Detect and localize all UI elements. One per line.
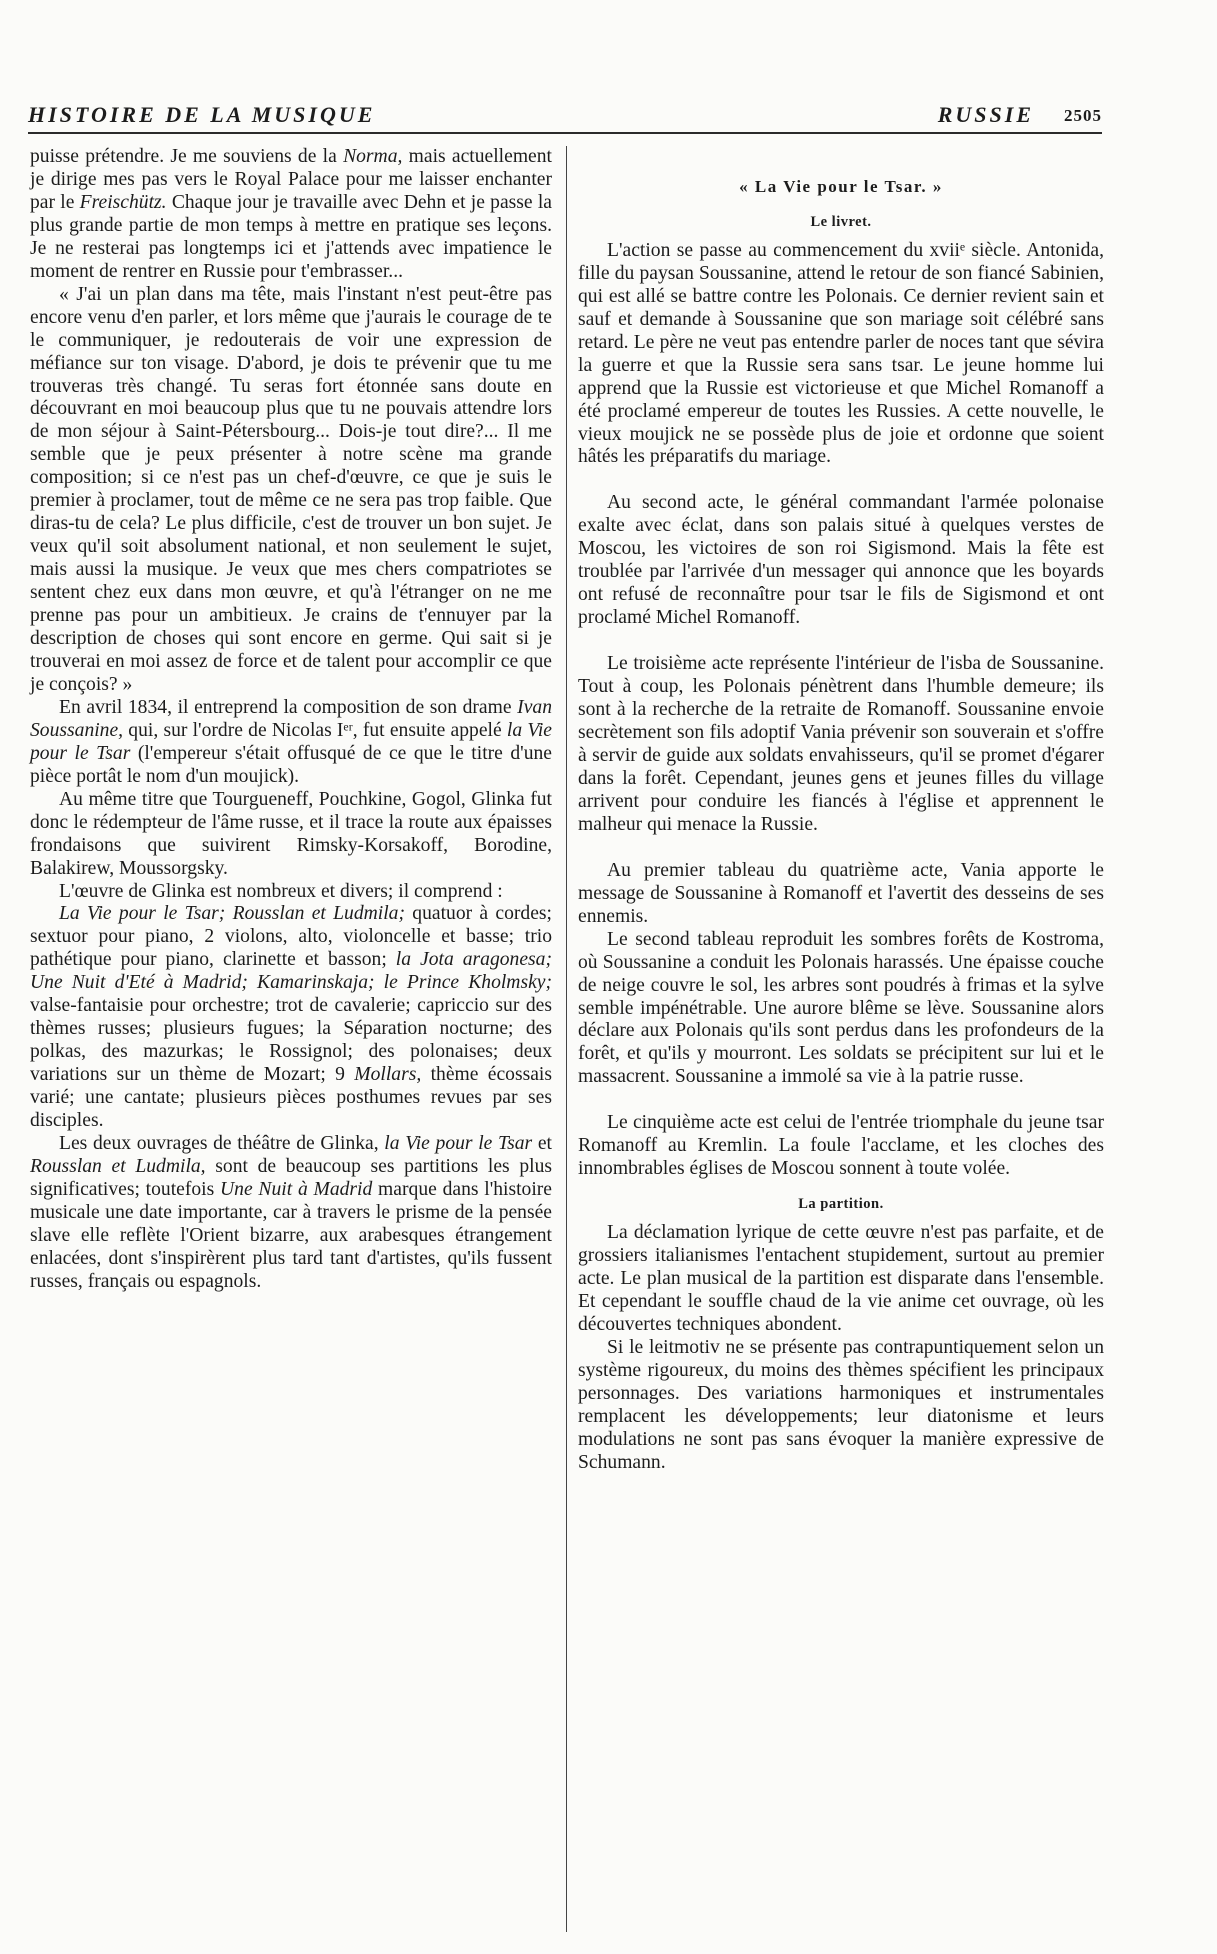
header-book-title: HISTOIRE DE LA MUSIQUE — [28, 102, 376, 127]
paragraph-works-intro — [30, 881, 552, 904]
text-run: quatuor à cordes; sextuor pour piano, 2 violons, alto, violoncelle et basse; trio pathétique pour piano, clarinette et basson; — [30, 903, 552, 971]
text-run: (l'empereur s'était offusqué de ce que le titre d'une pièce portât le nom d'un moujick). — [30, 742, 552, 787]
paragraph-act-three — [578, 653, 1104, 837]
italic-title-run: la Vie pour le Tsar — [30, 719, 553, 764]
paragraph-ivan-soussanine — [30, 697, 552, 789]
text-run: Les deux ouvrages de théâtre de Glinka, — [59, 1132, 385, 1154]
italic-title-run: Freischütz. — [79, 191, 167, 213]
paragraph-act-one — [578, 240, 1104, 470]
paragraph-theatre-works — [30, 1133, 552, 1294]
left-column — [30, 146, 552, 1294]
text-run: thème écossais varié; une cantate; plusieurs pièces posthumes revues par ses disciples. — [30, 1064, 552, 1132]
text-run: Le second tableau reproduit les sombres forêts de Kostroma, où Soussanine a conduit les Polonais harassés. Une épaisse couche de neige couvre le sol, les arbres sont poudrés à frimas et la sylve semble impénétrable. Une aurore blême se lève. Soussanine alors déclare aux Polonais qu'ils sont perdus dans les profondeurs de la forêt, et qu'ils y mourront. Les soldats se précipitent sur lui et le massacrent. Soussanine a immolé sa vie à la patrie russe. — [578, 928, 1104, 1088]
paragraph-letter-continued — [30, 146, 552, 284]
header-section-title: RUSSIE — [937, 102, 1034, 127]
paragraph-act-four-second — [578, 929, 1104, 1090]
right-column — [578, 146, 1104, 1475]
text-run: L'œuvre de Glinka est nombreux et divers; il comprend : — [59, 880, 503, 902]
column-divider — [566, 146, 567, 1932]
text-run: Le cinquième acte est celui de l'entrée triomphale du jeune tsar Romanoff au Kremlin. La foule l'acclame, et les cloches des innombrables églises de Moscou sonnent à toute volée. — [578, 1112, 1104, 1180]
italic-title-run: la Vie pour le Tsar — [384, 1132, 533, 1154]
italic-title-run: Rousslan et Ludmila, — [30, 1155, 206, 1177]
paragraph-leitmotiv — [578, 1337, 1104, 1475]
subheading-livret: Le livret. — [810, 213, 872, 230]
italic-title-run: Ivan Soussanine, — [30, 696, 552, 741]
paragraph-act-five — [578, 1112, 1104, 1181]
text-run: marque dans l'histoire musicale une date importante, car à travers le prisme de la pensée slave elle reflète l'Orient bizarre, aux arabesques étrangement enlacées, dont s'inspirèrent plus tard tant d'artistes, qu'ils fussent russes, français ou espagnols. — [30, 1178, 553, 1292]
text-run: Au même titre que Tourgueneff, Pouchkine, Gogol, Glinka fut donc le rédempteur de l'âme russe, et il trace la route aux épaisses frondaisons que suivirent Rimsky-Korsakoff, Borodine, Balakirew, Moussorgsky. — [30, 788, 552, 879]
text-run: Chaque jour je travaille avec Dehn et je passe la plus grande partie de mon temps à mettre en pratique ses leçons. Je ne resterai pas longtemps ici et j'attends avec impatience le moment de rentrer en Russie pour t'embrasser... — [30, 191, 552, 282]
paragraph-glinka-redeemer — [30, 789, 552, 881]
text-run: Si le leitmotiv ne se présente pas contrapuntiquement selon un système rigoureux, du moins des thèmes spécifient les principaux personnages. Des variations harmoniques et instrumentales remplacent les développements; leur diatonisme et leurs modulations ne sont pas sans évoquer la manière expressive de Schumann. — [578, 1336, 1104, 1473]
subheading-partition: La partition. — [798, 1196, 884, 1213]
running-header — [28, 100, 1102, 136]
text-run: et — [532, 1132, 552, 1154]
section-heading-vie-pour-le-tsar: « La Vie pour le Tsar. » — [739, 177, 943, 196]
paragraph-declamation — [578, 1222, 1104, 1337]
text-run: La déclamation lyrique de cette œuvre n'est pas parfaite, et de grossiers italianismes l'entachent stupidement, surtout au premier acte. Le plan musical de la partition est disparate dans l'ensemble. Et cependant le souffle chaud de la vie anime cet ouvrage, où les découvertes techniques abondent. — [578, 1222, 1104, 1335]
text-run: Au premier tableau du quatrième acte, Vania apporte le message de Soussanine à Romanoff et l'avertit des desseins de ses ennemis. — [578, 859, 1104, 927]
paragraph-works-list — [30, 903, 552, 1133]
text-run: mais actuellement je dirige mes pas vers le Royal Palace pour me laisser enchanter par le — [30, 146, 552, 213]
text-run: En avril 1834, il entreprend la composition de son drame — [59, 696, 518, 718]
text-run: valse-fantaisie pour orchestre; trot de cavalerie; capriccio sur des thèmes russes; plusieurs fugues; la Séparation nocturne; des polkas, des mazurkas; le Rossignol; des polonaises; deux variations sur un thème de Mozart; 9 — [30, 995, 552, 1086]
text-run: « J'ai un plan dans ma tête, mais l'instant n'est peut-être pas encore venu d'en parler, et lors même que j'aurais le courage de te le communiquer, je redouterais de voir une expression de méfiance sur ton visage. D'abord, je dois te prévenir que tu me trouveras très changé. Tu seras fort étonnée sans doute en découvrant en moi beaucoup plus que tu ne pouvais attendre lors de mon séjour à Saint-Pétersbourg... Dois-je tout dire?... Il me semble que je peux présenter à notre scène ma grande composition; si ce n'est pas un chef-d'œuvre, ce que je suis le premier à proclamer, tout de même ce ne sera pas trop faible. Que diras-tu de cela? Le plus difficile, c'est de trouver un bon sujet. Je veux qu'il soit absolument national, et non seulement le sujet, mais aussi la musique. Je veux que mes chers compatriotes se sentent chez eux dans mon œuvre, et qu'à l'étranger on ne me prenne pas pour un ambitieux. Je crains de t'ennuyer par la description de choses qui sont encore en germe. Qui sait si je trouverai en moi assez de force et de talent pour accomplir ce que je conçois? » — [30, 283, 552, 695]
paragraph-letter-plan — [30, 284, 552, 697]
paragraph-act-two — [578, 492, 1104, 630]
page-number: 2505 — [1064, 106, 1102, 125]
text-run: sont de beaucoup ses partitions les plus significatives; toutefois — [30, 1155, 552, 1200]
text-run: puisse prétendre. Je me souviens de la — [30, 146, 344, 167]
text-run: L'action se passe au commencement du xviiᵉ siècle. Antonida, fille du paysan Soussanine, attend le retour de son fiancé Sabinien, qui est allé se battre contre les Polonais. Ce dernier revient sain et sauf et demande à Soussanine que son mariage soit célébré sans retard. Le père ne veut pas entendre parler de noces tant que sévira la guerre et que la Russie sera sans tsar. Le jeune homme lui apprend que la Russie est victorieuse et que Michel Romanoff a été proclamé empereur de toutes les Russies. A cette nouvelle, le vieux moujick ne se possède plus de joie et ordonne que soient hâtés les préparatifs du mariage. — [578, 239, 1104, 468]
italic-title-run: Mollars, — [354, 1064, 422, 1086]
italic-title-run: la Jota aragonesa; Une Nuit d'Eté à Madrid; Kamarinskaja; le Prince Kholmsky; — [30, 949, 552, 994]
italic-title-run: Norma, — [343, 146, 403, 167]
paragraph-act-four-first — [578, 860, 1104, 929]
italic-title-run: La Vie pour le Tsar; Rousslan et Ludmila; — [59, 903, 406, 925]
text-run: qui, sur l'ordre de Nicolas Iᵉʳ, fut ensuite appelé — [123, 719, 507, 741]
italic-title-run: Une Nuit à Madrid — [220, 1178, 373, 1200]
text-run: Au second acte, le général commandant l'armée polonaise exalte avec éclat, dans son palais situé à quelques verstes de Moscou, les victoires de son roi Sigismond. Mais la fête est troublée par l'arrivée d'un messager qui annonce que les boyards ont refusé de reconnaître pour tsar le fils de Sigismond et ont proclamé Michel Romanoff. — [578, 492, 1104, 629]
text-run: Le troisième acte représente l'intérieur de l'isba de Soussanine. Tout à coup, les Polonais pénètrent dans l'humble demeure; ils sont à la recherche de la retraite de Romanoff. Soussanine envoie secrètement son fils adoptif Vania prévenir son souverain et s'offre à servir de guide aux soldats envahisseurs, qu'il se promet d'égarer dans la forêt. Cependant, jeunes gens et jeunes filles du village arrivent pour conduire les fiancés à l'église et apprennent le malheur qui menace la Russie. — [578, 653, 1104, 835]
header-rule — [28, 132, 1102, 134]
